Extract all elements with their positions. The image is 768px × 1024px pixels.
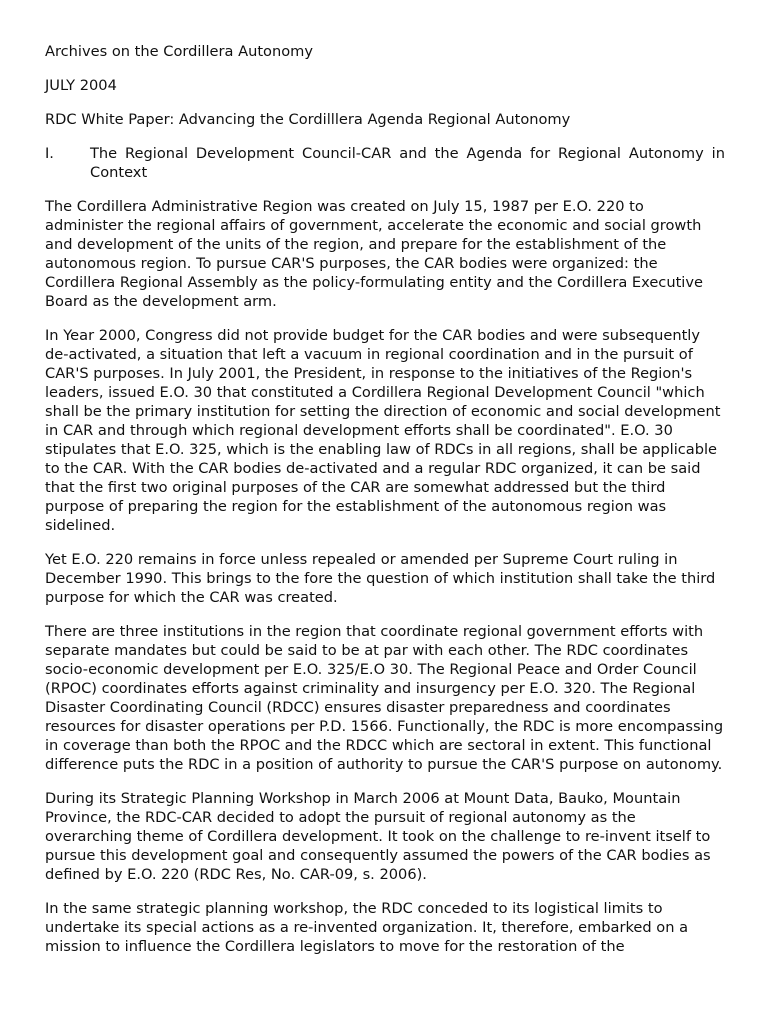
- body-paragraph: There are three institutions in the region that coordinate regional government efforts with separate mandates but could be said to be at par with each other. The RDC coordinates socio-economic development per E.O. 325/E.O 30. The Regional Peace and Order Council (RPOC) coordinates efforts against criminality and insurgency per E.O. 320. The Regional Disaster Coordinating Council (RDCC) ensures disaster preparedness and coordinates resources for disaster operations per P.D. 1566. Functionally, the RDC is more encompassing in coverage than both the RPOC and the RDCC which are sectoral in extent. This functional difference puts the RDC in a position of authority to pursue the CAR'S purpose on autonomy.: [45, 623, 724, 773]
- document-page: [45, 42, 725, 971]
- section-number: I.: [45, 145, 54, 162]
- body-paragraph: Yet E.O. 220 remains in force unless repealed or amended per Supreme Court ruling in December 1990. This brings to the fore the question of which institution shall take the third purpose for which the CAR was created.: [45, 551, 716, 606]
- body-paragraph: The Cordillera Administrative Region was created on July 15, 1987 per E.O. 220 to administer the regional affairs of government, accelerate the economic and social growth and development of the units of the region, and prepare for the establishment of the autonomous region. To pursue CAR'S purposes, the CAR bodies were organized: the Cordillera Regional Assembly as the policy-formulating entity and the Cordillera Executive Board as the development arm.: [45, 198, 703, 310]
- section-title: The Regional Development Council-CAR and the Agenda for Regional Autonomy in Context: [90, 145, 725, 181]
- body-paragraph: In Year 2000, Congress did not provide budget for the CAR bodies and were subsequently de-activated, a situation that left a vacuum in regional coordination and in the pursuit of CAR'S purposes. In July 2001, the President, in response to the initiatives of the Region's leaders, issued E.O. 30 that constituted a Cordillera Regional Development Council "which shall be the primary institution for setting the direction of economic and social development in CAR and through which regional development efforts shall be coordinated". E.O. 30 stipulates that E.O. 325, which is the enabling law of RDCs in all regions, shall be applicable to the CAR. With the CAR bodies de-activated and a regular RDC organized, it can be said that the first two original purposes of the CAR are somewhat addressed but the third purpose of preparing the region for the establishment of the autonomous region was sidelined.: [45, 327, 721, 534]
- archive-title: Archives on the Cordillera Autonomy: [45, 43, 314, 60]
- paper-title: RDC White Paper: Advancing the Cordilllera Agenda Regional Autonomy: [45, 111, 571, 128]
- body-paragraph: In the same strategic planning workshop, the RDC conceded to its logistical limits to undertake its special actions as a re-invented organization. It, therefore, embarked on a mission to influence the Cordillera legislators to move for the restoration of the: [45, 900, 689, 955]
- body-paragraph: During its Strategic Planning Workshop in March 2006 at Mount Data, Bauko, Mountain Province, the RDC-CAR decided to adopt the pursuit of regional autonomy as the overarching theme of Cordillera development. It took on the challenge to re-invent itself to pursue this development goal and consequently assumed the powers of the CAR bodies as defined by E.O. 220 (RDC Res, No. CAR-09, s. 2006).: [45, 790, 711, 883]
- document-date: JULY 2004: [45, 77, 117, 94]
- section-heading: [45, 144, 725, 182]
